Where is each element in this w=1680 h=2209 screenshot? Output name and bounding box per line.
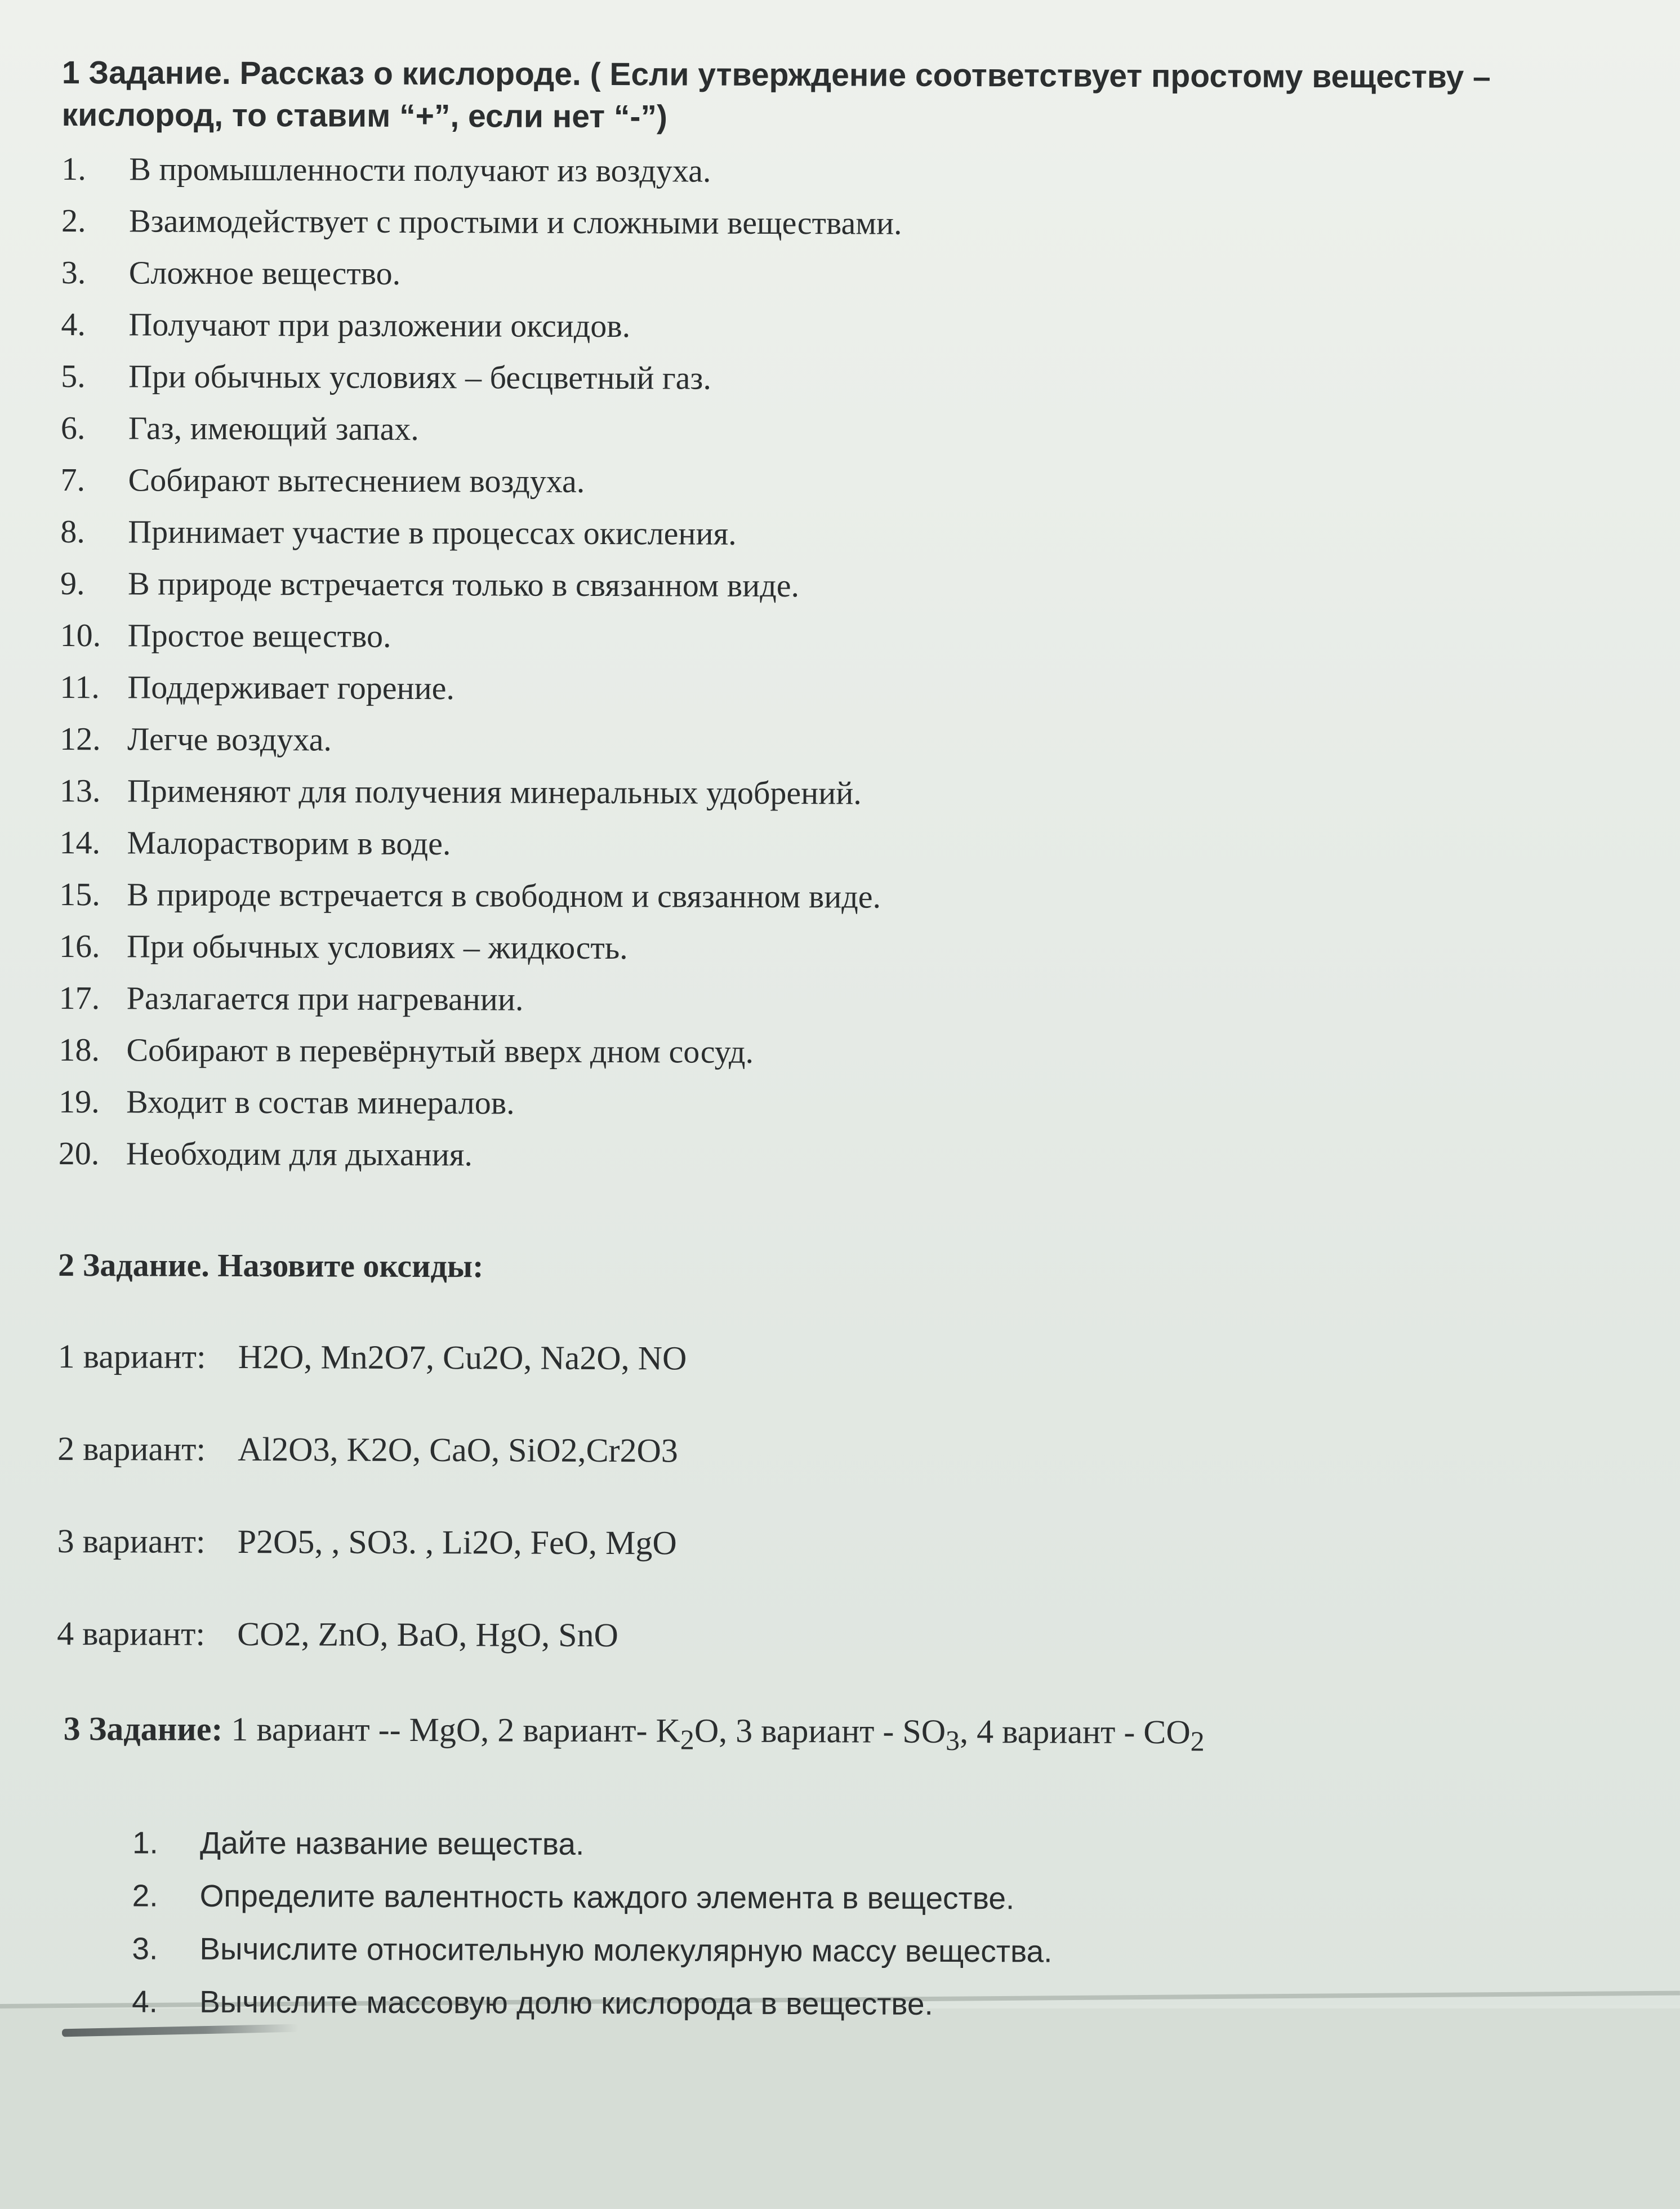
task3-label: 3 Задание: [63, 1710, 223, 1748]
list-item [59, 1128, 1647, 1184]
list-item [132, 1922, 1644, 1980]
item-number: 16. [59, 928, 100, 965]
task3-variant-3: 3 вариант - $SO_3$, [736, 1712, 969, 1757]
list-item [60, 765, 1648, 822]
item-text: Малорастворим в воде. [127, 824, 451, 862]
item-number: 1. [132, 1825, 158, 1861]
list-item [59, 1076, 1647, 1133]
item-number: 3. [132, 1931, 158, 1967]
list-item [59, 869, 1647, 925]
item-text: Собирают в перевёрнутый вверх дном сосуд. [126, 1031, 754, 1071]
item-number: 18. [59, 1031, 100, 1068]
item-number: 19. [59, 1083, 100, 1120]
item-text: Взаимодействует с простыми и сложными веществами. [128, 202, 902, 242]
list-item [60, 454, 1648, 511]
variant-oxides: H2O, Mn2O7, Cu2O, Na2O, NO [238, 1338, 687, 1377]
list-item [61, 299, 1649, 355]
item-number: 20. [58, 1135, 100, 1172]
variant-label: 2 вариант: [57, 1430, 206, 1468]
item-number: 14. [59, 824, 101, 861]
list-item [61, 195, 1650, 252]
variant-row [58, 1337, 1646, 1381]
item-text: Вычислите относительную молекулярную массу вещества. [199, 1931, 1053, 1970]
item-number: 4. [132, 1984, 158, 2020]
task3-line [64, 1709, 1645, 1759]
task3-question-list [132, 1816, 1645, 2033]
task1-title: 1 Задание. Рассказ о кислороде. ( Если утверждение соответствует простому веществу – кислород, то ставим “+”, если нет “-”) [61, 54, 1491, 135]
item-text: Применяют для получения минеральных удобрений. [127, 772, 862, 812]
item-text: Поддерживает горение. [127, 669, 455, 707]
list-item [60, 713, 1648, 770]
task2-title: 2 Задание. Назовите оксиды: [58, 1246, 484, 1285]
item-number: 4. [61, 306, 86, 343]
item-text: Принимает участие в процессах окисления. [128, 513, 737, 553]
list-item [59, 920, 1647, 977]
variant-row [57, 1522, 1646, 1566]
task3-variant-4: 4 вариант - $CO_2$ [977, 1713, 1205, 1757]
item-text: Входит в состав минералов. [126, 1083, 515, 1122]
item-text: В природе встречается только в связанном виде. [127, 565, 800, 604]
list-item [59, 1024, 1647, 1081]
variant-row [57, 1429, 1646, 1473]
item-text: Дайте название вещества. [199, 1825, 585, 1862]
item-text: В промышленности получают из воздуха. [129, 150, 711, 190]
item-number: 7. [60, 461, 86, 498]
list-item [61, 350, 1649, 407]
variant-label: 4 вариант: [57, 1615, 206, 1653]
item-text: В природе встречается в свободном и связанном виде. [127, 876, 881, 916]
item-text: При обычных условиях – бесцветный газ. [128, 358, 712, 397]
list-item [132, 1816, 1645, 1874]
item-text: Вычислите массовую долю кислорода в веществе. [199, 1984, 933, 2022]
item-number: 13. [59, 772, 101, 809]
item-text: Получают при разложении оксидов. [128, 306, 631, 345]
item-number: 17. [59, 979, 100, 1017]
item-number: 5. [61, 358, 86, 395]
variant-oxides: P2O5, , SO3. , Li2O, FeO, MgO [237, 1523, 677, 1562]
item-number: 15. [59, 876, 100, 913]
task3-variant-2: 2 вариант- $K_2O$, [497, 1711, 728, 1756]
item-text: Определите валентность каждого элемента в веществе. [199, 1878, 1015, 1916]
item-text: Легче воздуха. [127, 720, 332, 758]
item-number: 10. [60, 617, 101, 654]
item-number: 2. [61, 202, 86, 239]
worksheet [56, 52, 1650, 2033]
variant-label: 1 вариант: [57, 1338, 206, 1376]
item-number: 12. [60, 720, 101, 758]
item-text: Сложное вещество. [128, 254, 401, 292]
item-number: 9. [60, 565, 85, 602]
item-text: Разлагается при нагревании. [126, 979, 524, 1018]
item-number: 11. [60, 669, 100, 706]
variant-label: 3 вариант: [57, 1522, 206, 1561]
list-item [60, 558, 1648, 614]
item-number: 2. [132, 1878, 158, 1914]
task1-statement-list [59, 143, 1650, 1184]
list-item [59, 972, 1647, 1029]
list-item [60, 661, 1648, 718]
item-text: Простое вещество. [127, 617, 391, 655]
item-number: 8. [60, 513, 85, 550]
list-item [60, 609, 1648, 666]
task2-variants [57, 1337, 1646, 1658]
list-item [59, 817, 1647, 874]
item-text: Газ, имеющий запах. [128, 409, 419, 448]
item-text: Необходим для дыхания. [126, 1135, 473, 1173]
task3-variant-1: 1 вариант -- MgO, [231, 1711, 489, 1749]
item-number: 6. [60, 409, 86, 447]
list-item [132, 1975, 1644, 2033]
list-item [132, 1869, 1645, 1927]
list-item [60, 506, 1648, 563]
variant-row [57, 1614, 1645, 1658]
list-item [61, 247, 1650, 304]
item-text: Собирают вытеснением воздуха. [128, 461, 585, 500]
list-item [61, 402, 1649, 459]
background-surface [0, 2008, 1680, 2209]
item-number: 3. [61, 254, 86, 291]
item-number: 1. [61, 150, 86, 188]
list-item [61, 143, 1650, 200]
variant-oxides: CO2, ZnO, BaO, HgO, SnO [237, 1615, 618, 1654]
item-text: При обычных условиях – жидкость. [126, 928, 628, 967]
variant-oxides: Al2O3, K2O, CaO, SiO2,Cr2O3 [238, 1431, 678, 1469]
